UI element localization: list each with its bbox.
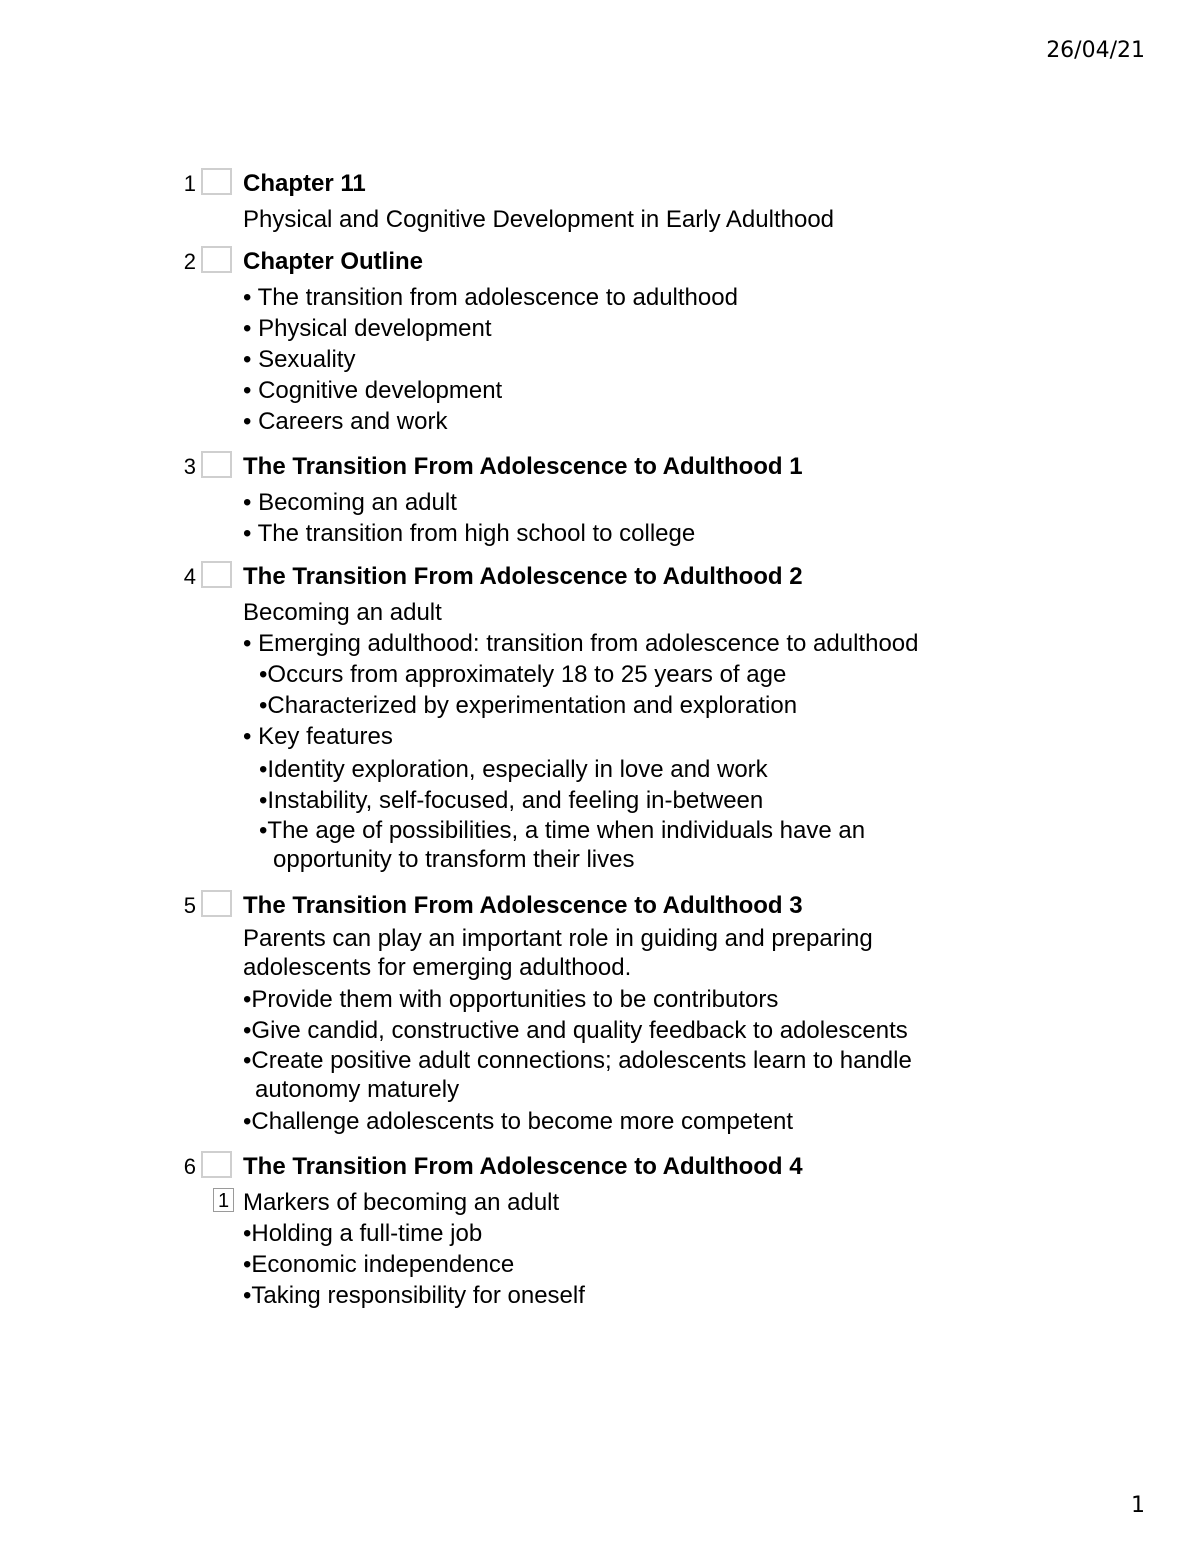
slide-content bbox=[243, 249, 1003, 437]
slide-title: The Transition From Adolescence to Adulthood 2 bbox=[243, 563, 803, 590]
slide-thumbnail bbox=[201, 561, 232, 588]
bullet-item: • Sexuality bbox=[243, 346, 356, 373]
bullet-item: •Create positive adult connections; adolescents learn to handle autonomy maturely bbox=[243, 1047, 912, 1103]
slide-thumbnail bbox=[201, 890, 232, 917]
bullet-item: •Taking responsibility for oneself bbox=[243, 1282, 585, 1309]
slide-number: 2 bbox=[183, 249, 196, 274]
slide-title: The Transition From Adolescence to Adulthood 3 bbox=[243, 892, 803, 919]
slide-text: Markers of becoming an adult bbox=[243, 1189, 560, 1216]
sub-bullet-item: •Occurs from approximately 18 to 25 years of age bbox=[259, 661, 787, 688]
slide-text: Becoming an adult bbox=[243, 599, 442, 626]
slide-title: Chapter 11 bbox=[243, 170, 366, 197]
bullet-item: •Provide them with opportunities to be contributors bbox=[243, 986, 779, 1013]
bullet-item: •Challenge adolescents to become more competent bbox=[243, 1108, 794, 1135]
slide-title: The Transition From Adolescence to Adulthood 4 bbox=[243, 1153, 803, 1180]
slide-title: Chapter Outline bbox=[243, 248, 424, 275]
slide-number: 4 bbox=[183, 564, 196, 589]
slide-content bbox=[243, 454, 1003, 549]
page-number: 1 bbox=[1131, 1493, 1145, 1518]
bullet-item: • The transition from adolescence to adulthood bbox=[243, 284, 738, 311]
slide-number: 6 bbox=[183, 1154, 196, 1179]
bullet-item: • The transition from high school to college bbox=[243, 520, 696, 547]
sub-bullet-item: •The age of possibilities, a time when individuals have an opportunity to transform their lives bbox=[259, 817, 866, 873]
slide-thumbnail bbox=[201, 451, 232, 478]
sub-bullet-item: •Characterized by experimentation and exploration bbox=[259, 692, 798, 719]
bullet-item: • Emerging adulthood: transition from adolescence to adulthood bbox=[243, 630, 919, 657]
bullet-item: • Cognitive development bbox=[243, 377, 503, 404]
slide-content bbox=[243, 564, 1003, 874]
slide-number: 5 bbox=[183, 893, 196, 918]
slide-thumbnail bbox=[201, 168, 232, 195]
bullet-item: • Becoming an adult bbox=[243, 489, 457, 516]
bullet-item: • Careers and work bbox=[243, 408, 448, 435]
slide-number: 3 bbox=[183, 454, 196, 479]
slide-text: Parents can play an important role in guiding and preparing adolescents for emerging adulthood. bbox=[243, 925, 873, 981]
note-marker: 1 bbox=[213, 1188, 234, 1212]
slide-content bbox=[243, 1154, 1003, 1311]
bullet-item: • Key features bbox=[243, 723, 393, 750]
slide-content bbox=[243, 893, 1003, 1137]
print-date: 26/04/21 bbox=[1046, 38, 1145, 63]
slide-number: 1 bbox=[183, 171, 196, 196]
bullet-item: •Give candid, constructive and quality feedback to adolescents bbox=[243, 1017, 908, 1044]
slide-thumbnail bbox=[201, 1151, 232, 1178]
sub-bullet-item: •Instability, self-focused, and feeling in-between bbox=[259, 787, 764, 814]
slide-thumbnail bbox=[201, 246, 232, 273]
bullet-item: • Physical development bbox=[243, 315, 492, 342]
slide-content bbox=[243, 171, 1003, 235]
sub-bullet-item: •Identity exploration, especially in love and work bbox=[259, 756, 768, 783]
bullet-item: •Holding a full-time job bbox=[243, 1220, 483, 1247]
slide-text: Physical and Cognitive Development in Early Adulthood bbox=[243, 206, 835, 233]
bullet-item: •Economic independence bbox=[243, 1251, 515, 1278]
slide-title: The Transition From Adolescence to Adulthood 1 bbox=[243, 453, 803, 480]
